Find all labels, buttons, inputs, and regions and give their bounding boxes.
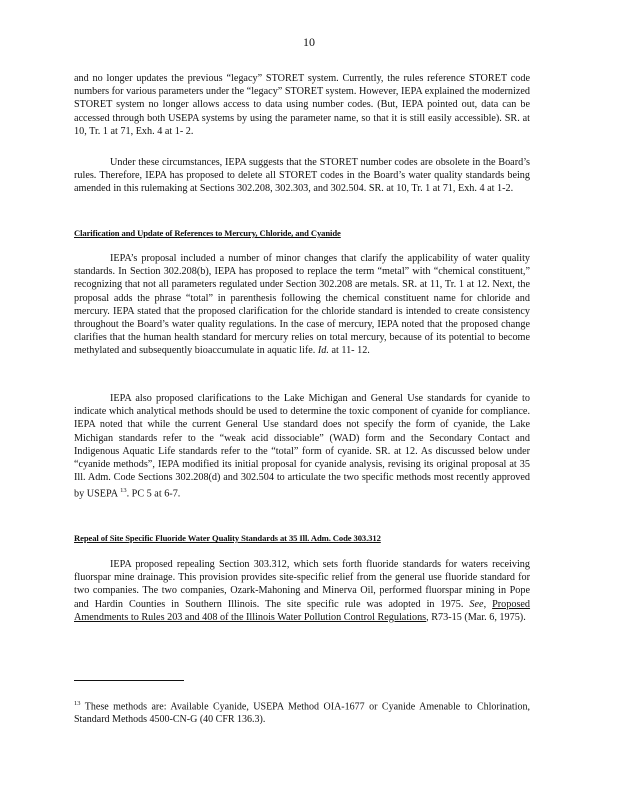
section-heading-fluoride-repeal: Repeal of Site Specific Fluoride Water Quality Standards at 35 Ill. Adm. Code 303.312	[74, 533, 381, 543]
id-citation-pages: at 11- 12.	[331, 345, 370, 357]
id-citation: Id.	[317, 345, 329, 357]
section-heading-clarification: Clarification and Update of References to Mercury, Chloride, and Cyanide	[74, 228, 341, 238]
footnote-text: These methods are: Available Cyanide, USEPA Method OIA-1677 or Cyanide Amenable to Chlorination, Standard Methods 4500-CN-G (40 CFR 136.3).	[74, 701, 530, 726]
paragraph-storet-obsolete: Under these circumstances, IEPA suggests that the STORET number codes are obsolete in the Board’s rules. Therefore, IEPA has proposed to delete all STORET codes in the Board’s water quality standards being amended in this rulemaking at Sections 302.208, 302.303, and 302.504. SR. at 10, Tr. 1 at 71, Exh. 4 at 1-2.	[74, 157, 530, 195]
page-number: 10	[303, 35, 315, 49]
footnote-divider	[74, 680, 184, 681]
paragraph-clarification-text: IEPA’s proposal included a number of minor changes that clarify the applicability of water quality standards. In Section 302.208(b), IEPA has proposed to replace the term “metal” with “chemical constituent,” recognizing that not all parameters regulated under Section 302.208 are metals. SR. at 11, Tr. 1 at 12. Next, the proposal adds the phrase “total” in parenthesis following the chemical constituent name for chloride and mercury. IEPA stated that the proposed clarification for the chloride standard is intended to create consistency throughout the Board’s water quality regulations. In the case of mercury, IEPA noted that the proposed change clarifies that the human health standard for mercury relies on total mercury, because of its potential to become methylated and subsequently bioaccumulate in aquatic life.	[74, 253, 530, 357]
paragraph-fluoride-text: IEPA proposed repealing Section 303.312, which sets forth fluoride standards for waters receiving fluorspar mine drainage. This provision provides site-specific relief from the general use fluoride standard for two companies. The two companies, Ozark-Mahoning and Minerva Oil, performed fluorspar mining in Pope and Hardin Counties in Southern Illinois. The site specific rule was adopted in 1975.	[74, 559, 530, 610]
paragraph-cyanide-end: . PC 5 at 6-7.	[126, 488, 181, 500]
paragraph-clarification	[74, 252, 530, 358]
footnote-mark: 13	[74, 700, 81, 707]
paragraph-storet-legacy: and no longer updates the previous “legacy” STORET system. Currently, the rules reference STORET code numbers for various parameters under the “legacy” STORET system. However, IEPA explained the modernized STORET system no longer allows access to data using number codes. (But, IEPA pointed out, data can be accessed through both USEPA systems by using the parameter name, so that it is still easily accessible). SR. at 10, Tr. 1 at 71, Exh. 4 at 1- 2.	[74, 73, 530, 137]
paragraph-cyanide	[74, 392, 530, 501]
footnote-13	[74, 697, 530, 726]
paragraph-cyanide-text: IEPA also proposed clarifications to the Lake Michigan and General Use standards for cyanide to indicate which analytical methods should be used to determine the toxic component of cyanide for compliance. IEPA noted that while the current General Use standard does not specify the form of cyanide, the Lake Michigan standards refer to the “weak acid dissociable” (WAD) form and the Secondary Contact and Indigenous Aquatic Life standards refer to the “total” form of cyanide. SR. at 12. As discussed below under “cyanide methods”, IEPA modified its initial proposal for cyanide analysis, revising its original proposal at 35 Ill. Adm. Code Sections 302.208(d) and 302.504 to articulate the two specific methods most recently approved by USEPA	[74, 393, 530, 500]
paragraph-fluoride-end: , R73-15 (Mar. 6, 1975).	[426, 611, 526, 623]
footnote-reference: 13	[120, 487, 127, 495]
paragraph-fluoride: IEPA proposed repealing Section 303.312, which sets forth fluoride standards for waters receiving fluorspar mine drainage. This provision provides site-specific relief from the general use fluoride standard for two companies. The two companies, Ozark-Mahoning and Minerva Oil, performed fluorspar mining in Pope and Hardin Counties in Southern Illinois. The site specific rule was adopted in 1975. See, Proposed Amendments to Rules 203 and 408 of the Illinois Water Pollution Control Regulations, R73-15 (Mar. 6, 1975).	[74, 559, 531, 623]
see-signal: See	[469, 598, 484, 610]
case-title: Proposed Amendments to Rules 203 and 408 of the Illinois Water Pollution Control Regulations	[74, 598, 531, 623]
